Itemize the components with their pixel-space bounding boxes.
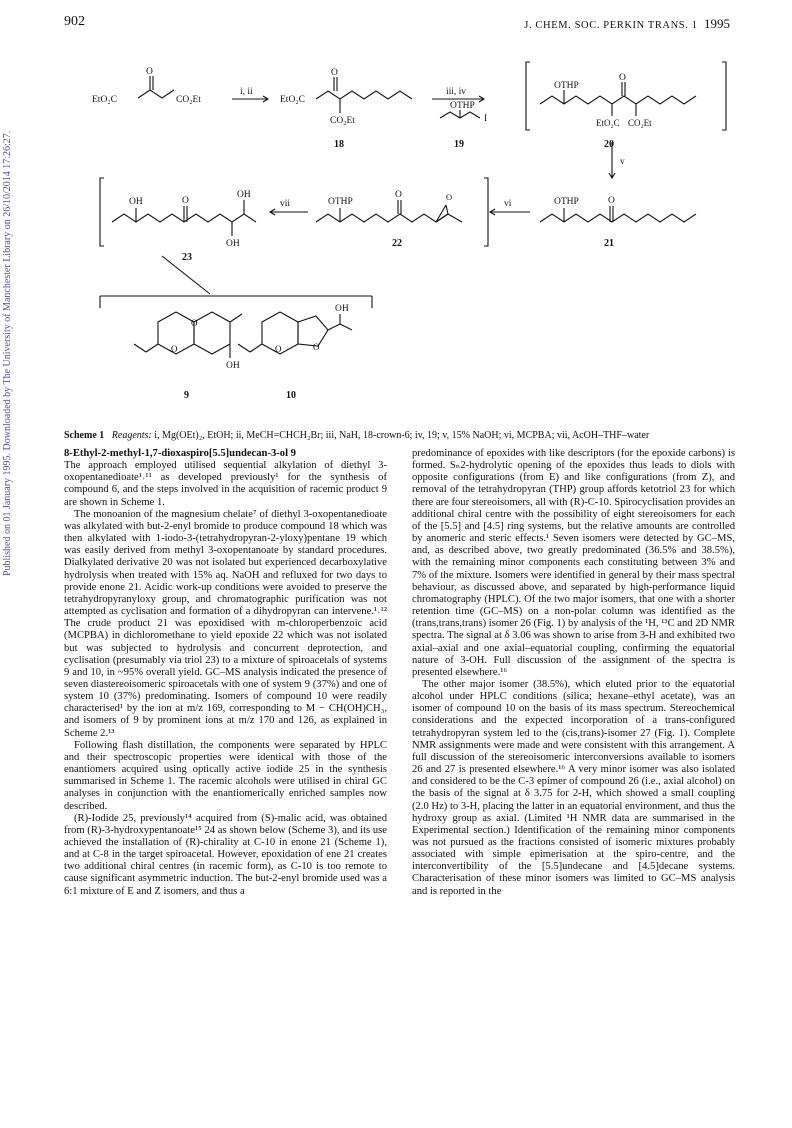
right-column [412, 448, 735, 898]
scheme-text: O [331, 68, 338, 78]
scheme-text: O [171, 344, 178, 354]
download-side-note: Published on 01 January 1995. Downloaded by The University of Manchester Library on 26/10/2014 17:26:27. [2, 130, 13, 576]
scheme-text: OH [226, 239, 240, 249]
reaction-scheme [0, 0, 792, 430]
compound-label: 21 [604, 238, 614, 249]
paragraph: (R)-Iodide 25, previously¹⁴ acquired from (S)-malic acid, was obtained from (R)-3-hydroxypentanoate¹⁵ 24 as shown below (Scheme 3), and its use achieved the installation of (R)-chirality at C-10 in enone 21 (Scheme 1), and at C-8 in the target spiroacetal. However, epoxidation of ene 21 creates two additional chiral centres (in racemic form), as C-10 is too remote to cause significant asymmetric induction. The but-2-enyl bromide used was a 6:1 mixture of E and Z isomers, and thus a [64, 812, 387, 897]
scheme-text: CO₂Et [628, 118, 652, 128]
journal-name: J. CHEM. SOC. PERKIN TRANS. 1 [524, 20, 698, 31]
section-heading: 8-Ethyl-2-methyl-1,7-dioxaspiro[5.5]undecan-3-ol 9 [64, 448, 296, 459]
left-column [64, 448, 387, 898]
scheme-text: O [182, 196, 189, 206]
scheme-text: O [608, 196, 615, 206]
scheme-text: I [484, 114, 488, 124]
compound-label: 19 [454, 139, 464, 150]
compound-label: 9 [184, 390, 189, 401]
scheme-text: OH [226, 361, 240, 371]
scheme-text: OTHP [554, 197, 579, 207]
scheme-text: v [620, 157, 625, 167]
scheme-text: iii, iv [446, 87, 467, 97]
scheme-text: CO₂Et [176, 95, 201, 105]
paragraph: The monoanion of the magnesium chelate⁷ of diethyl 3-oxopentanedioate was alkylated with but-2-enyl bromide to produce compound 18 which was then alkylated with 1-iodo-3-(tetrahydropyran-2-yloxy)pentane 19 which was easily derived from methyl 3-oxopentanoate by standard procedures. Dialkylated derivative 20 was not isolated but experienced decarboxylative hydrolysis when treated with 15% aq. NaOH and refluxed for two days to provide enone 21. Acidic work-up conditions were avoided to preserve the tetrahydropyranyloxy group, and chromatographic purification was not attempted as cyclisation and formation of a dihydropyran can intervene.¹˒¹² The crude product 21 was epoxidised with m-chloroperbenzoic acid (MCPBA) in dichloromethane to yield epoxide 22 which was not isolated but was subjected to hydrolysis and concurrent deprotection, and cyclisation (presumably via triol 23) to a mixture of spiroacetals of systems 9 and 10, in ~95% overall yield. GC–MS analysis indicated the presence of seven diastereoisomeric spiroacetals with one of system 9 (37%) and one of system 10 (37%) predominating. Isomers of compound 10 were readily characterised¹ by the ion at m/z 169, corresponding to M − CH(OH)CH₃, and isomers of 9 by prominent ions at m/z 170 and 126, as explained in Scheme 2.¹³ [64, 508, 387, 739]
compound-label: 22 [392, 238, 402, 249]
scheme-text: O [191, 318, 198, 328]
paragraph: The approach employed utilised sequential alkylation of diethyl 3-oxopentanedioate¹˒¹¹ as developed previously¹ for the synthesis of compound 6, and the steps involved in the acquisition of racemic product 9 are shown in Scheme 1. [64, 460, 387, 508]
scheme-text: EtO₂C [596, 118, 620, 128]
paragraph: predominance of epoxides with like descriptors (for the epoxide carbons) is formed. Sₙ2-hydrolytic opening of the epoxides thus leads to diols with opposite configurations (from E) and like configurations (from Z), and removal of the tetrahydropyran (THP) group affords ketotriol 23 for which there are four stereoisomers, all with (R)-C-10. Spirocyclisation provides an additional chiral centre with the possibility of eight stereoisomers for each of the [5.5] and [4.5] ring systems, but the relative amounts are controlled by anomeric and steric effects.¹ Seven isomers were detected by GC–MS, and, as described above, two greatly predominated (36.5% and 38.5%), with the remaining minor components each constituting between 3% and 7% of the mixture. Isomers were identified in general by their mass spectral behaviour, as discussed above, and separated by high-performance liquid chromatography (HPLC). Of the two major isomers, that one with a shorter retention time (GC–MS) on a non-polar column was identified as the (trans,trans,trans) isomer 26 (Fig. 1) by analysis of the ¹H, ¹³C and 2D NMR spectra. The signal at δ 3.06 was shown to arise from 3-H and exhibited two axial–axial and one axial–equatorial coupling, confirming the equatorial nature of 3-OH. Full discussion of the assignment of the spectra is presented elsewhere.¹⁶ [412, 448, 735, 678]
scheme-text: OTHP [450, 101, 475, 111]
scheme-text: O [619, 73, 626, 83]
scheme-text: OH [237, 190, 251, 200]
scheme-text: EtO₂C [92, 95, 117, 105]
paragraph: The other major isomer (38.5%), which eluted prior to the equatorial alcohol under HPLC conditions (silica; hexane–ethyl acetate), was an isomer of compound 10 on the basis of its mass spectrum. Stereochemical considerations and the expected incorporation of a trans-configured tetrahydropyran system led to the (cis,trans)-isomer 27 (Fig. 1). Complete NMR assignments were made and were consistent with this arrangement. A full discussion of the stereoisomeric interconversions available to isomers 26 and 27 is presented elsewhere.¹⁶ A very minor isomer was also isolated and considered to be the C-3 epimer of compound 26 (i.e., axial alcohol) on the basis of the signal at δ 3.75 for 2-H, which showed a small coupling (2.0 Hz) to 3-H, placing the latter in an equatorial environment, and thus the hydroxy group as axial. (Limited ¹H NMR data are summarised in the Experimental section.) Identification of the remaining minor components was not pursued as the fractions consisted of isomeric mixtures probably associated with simple epimerisation at the spiro-centre, and the interconvertibility of the [5.5]undecane and [4.5]decane systems. Characterisation of these minor isomers was limited to GC–MS analysis and is reported in the [412, 678, 736, 897]
scheme-text: O [395, 190, 402, 200]
page-number: 902 [64, 14, 85, 29]
scheme-text: O [313, 342, 320, 352]
scheme-text: vi [504, 199, 512, 209]
scheme-text: vii [280, 199, 291, 209]
scheme-text: EtO₂C [280, 95, 305, 105]
compound-label: 23 [182, 252, 192, 263]
caption-reagents-word: Reagents: [111, 430, 152, 441]
compound-label: 20 [604, 139, 614, 150]
scheme-text: CO₂Et [330, 116, 355, 126]
paragraph: Following flash distillation, the components were separated by HPLC and their spectroscopic properties were identical with those of the enantiomers acquired using optically active iodide 25 in the synthesis summarised in Scheme 1. The racemic alcohols were utilised in chiral GC analyses in conjunction with the enantiomerically enriched samples now described. [64, 739, 387, 812]
scheme-text: O [275, 344, 282, 354]
scheme-text: OTHP [328, 197, 353, 207]
scheme-text: OH [129, 197, 143, 207]
compound-label: 10 [286, 390, 296, 401]
compound-label: 18 [334, 139, 344, 150]
scheme-text: OTHP [554, 81, 579, 91]
journal-year: 1995 [704, 16, 730, 31]
scheme-text: O [146, 67, 153, 77]
scheme-text: O [446, 192, 453, 202]
scheme-text: i, ii [240, 87, 253, 97]
caption-reagents: i, Mg(OEt)₂, EtOH; ii, MeCH=CHCH₂Br; iii, NaH, 18-crown-6; iv, 19; v, 15% NaOH; vi, MCPBA; vii, AcOH–THF–water [151, 430, 650, 441]
caption-label: Scheme 1 [64, 430, 105, 441]
scheme-caption [64, 430, 734, 442]
scheme-text: OH [335, 304, 349, 314]
